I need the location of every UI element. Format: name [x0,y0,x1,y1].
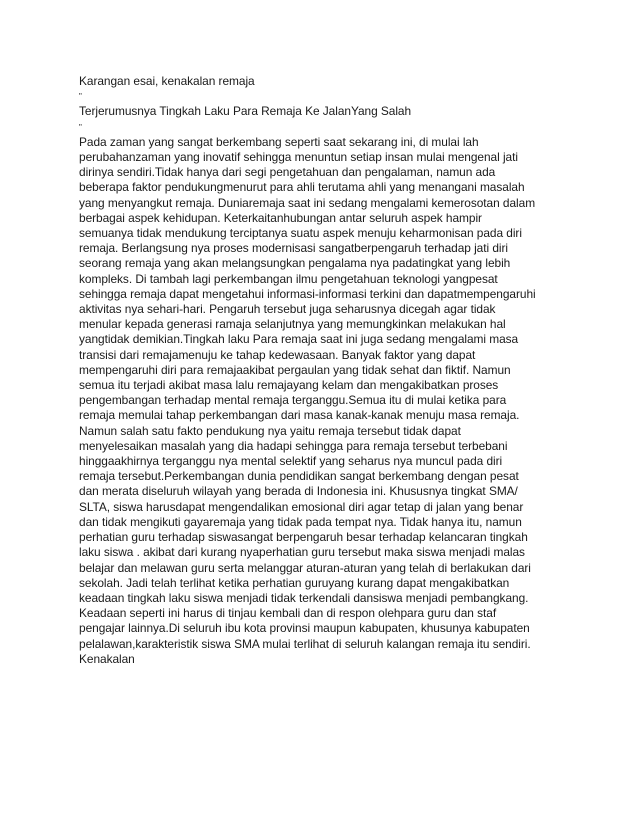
document-body [79,74,571,667]
paragraph-line: berbagai aspek kehidupan. Keterkaitanhubungan antar seluruh aspek hampir [79,210,482,225]
paragraph-line: dan tidak mengikuti gayaremaja yang tidak pada tempat nya. Tidak hanya itu, namun [79,514,522,529]
paragraph-line: dan merata diseluruh wilayah yang berada di Indonesia ini. Khususnya tingkat SMA/ [79,484,518,499]
paragraph-line: pengembangan terhadap mental remaja terganggu.Semua itu di mulai ketika para [79,393,507,408]
paragraph-line: Kenakalan [79,651,135,666]
paragraph-line: perubahanzaman yang inovatif sehingga menuntun setiap insan mulai mengenal jati [79,150,518,165]
paragraph-line: kompleks. Di tambah lagi perkembangan ilmu pengetahuan teknologi yangpesat [79,271,498,286]
paragraph-line: semua itu terjadi akibat masa lalu remajayang kelam dan mengakibatkan proses [79,378,499,393]
paragraph-line: menular kepada generasi ramaja selanjutnya yang memungkinkan melakukan hal [79,317,506,332]
paragraph-line: remaja. Berlangsung nya proses modernisasi sangatberpengaruh terhadap jati diri [79,241,508,256]
paragraph-line: Keadaan seperti ini harus di tinjau kembali dan di respon olehpara guru dan staf [79,606,497,621]
document-title: Karangan esai, kenakalan remaja [79,74,255,88]
paragraph-line: sehingga remaja dapat mengetahui informasi-informasi terkini dan dapatmempengaruhi [79,286,536,301]
paragraph-line: aktivitas nya sehari-hari. Pengaruh tersebut juga seharusnya dicegah agar tidak [79,302,496,317]
paragraph-line: Pada zaman yang sangat berkembang seperti saat sekarang ini, di mulai lah [79,134,479,149]
paragraph-line: menyelesaikan masalah yang dia hadapi sehingga para remaja tersebut terbebani [79,438,508,453]
paragraph-line: keadaan tingkah laku siswa menjadi tidak terkendali dansiswa menjadi pembangkang. [79,590,529,605]
paragraph-line: beberapa faktor pendukungmenurut para ahli terutama ahli yang menangani masalah [79,180,525,195]
paragraph-line: remaja memulai tahap perkembangan dari masa kanak-kanak menuju masa remaja. [79,408,520,423]
paragraph-line: perhatian guru terhadap siswasangat berpengaruh besar terhadap kelancaran tingkah [79,530,528,545]
paragraph-line: Namun salah satu fakto pendukung nya yaitu remaja tersebut tidak dapat [79,423,461,438]
quote-mark: " [79,92,82,102]
paragraph-line: pelalawan,karakteristik siswa SMA mulai terlihat di seluruh kalangan remaja itu sendiri. [79,636,531,651]
paragraph-line: laku siswa . akibat dari kurang nyaperhatian guru tersebut maka siswa menjadi malas [79,545,525,560]
paragraph-line: yang menyangkut remaja. Duniaremaja saat ini sedang mengalami kemerosotan dalam [79,195,536,210]
paragraph-line: yangtidak demikian.Tingkah laku Para remaja saat ini juga sedang mengalami masa [79,332,519,347]
paragraph-line: belajar dan melawan guru serta melanggar aturan-aturan yang telah di berlakukan dari [79,560,531,575]
paragraph-line: sekolah. Jadi telah terlihat ketika perhatian guruyang kurang dapat mengakibatkan [79,575,510,590]
essay-heading: Terjerumusnya Tingkah Laku Para Remaja Ke JalanYang Salah [79,104,412,119]
paragraph-line: transisi dari remajamenuju ke tahap kedewasaan. Banyak faktor yang dapat [79,347,476,362]
paragraph-line: semuanya tidak mendukung terciptanya suatu aspek menuju keharmonisan pada diri [79,226,522,241]
paragraph-line: mempengaruhi diri para remajaakibat pergaulan yang tidak sehat dan fiktif. Namun [79,362,511,377]
paragraph-line: SLTA, siswa harusdapat mengendalikan emosional diri agar tetap di jalan yang benar [79,499,524,514]
paragraph-line: dirinya sendiri.Tidak hanya dari segi pengetahuan dan pengalaman, namun ada [79,165,496,180]
paragraph-line: pengajar lainnya.Di seluruh ibu kota provinsi maupun kabupaten, khusunya kabupaten [79,621,530,636]
paragraph-line: seorang remaja yang akan melangsungkan pengalama nya padatingkat yang lebih [79,256,511,271]
paragraph-line: remaja tersebut.Perkembangan dunia pendidikan sangat berkembang dengan pesat [79,469,519,484]
quote-mark: " [79,122,82,132]
paragraph-line: hinggaakhirnya terganggu nya mental selektif yang seharus nya muncul pada diri [79,454,503,469]
